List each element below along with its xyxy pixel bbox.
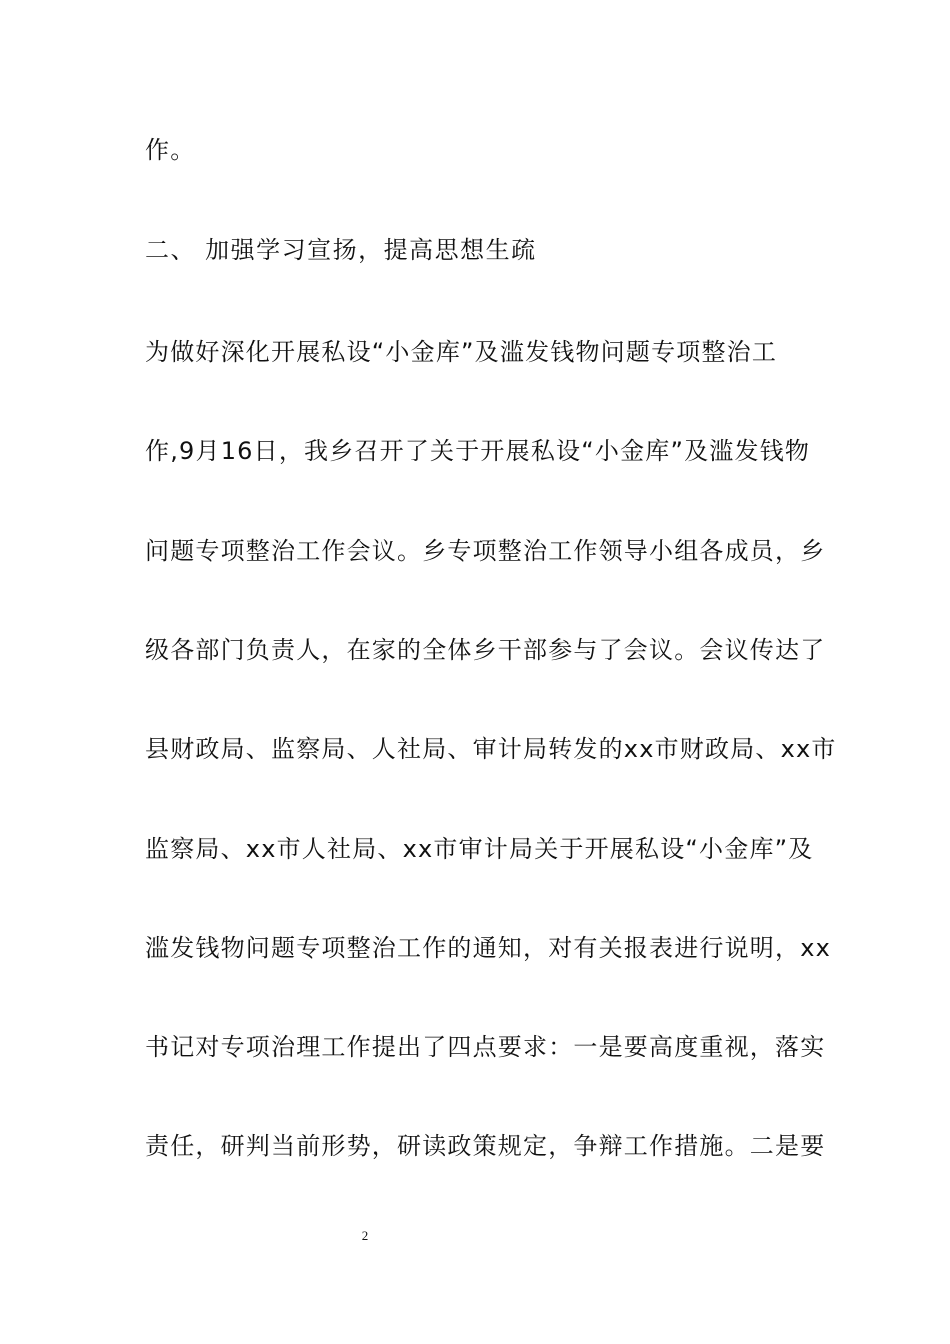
- text-line-5: 问题专项整治工作会议。乡专项整治工作领导小组各成员，乡: [145, 537, 826, 565]
- text-line-6: 级各部门负责人，在家的全体乡干部参与了会议。会议传达了: [145, 636, 826, 664]
- text-line-7: 县财政局、监察局、人社局、审计局转发的xx市财政局、xx市: [145, 735, 837, 763]
- page-number: 2: [361, 1228, 369, 1243]
- text-line-3: 为做好深化开展私设“小金库”及滥发钱物问题专项整治工: [145, 338, 778, 366]
- section-heading: 二、 加强学习宣扬，提高思想生疏: [145, 236, 537, 264]
- text-line-10: 书记对专项治理工作提出了四点要求：一是要高度重视，落实: [145, 1033, 826, 1061]
- text-line-11: 责任，研判当前形势，研读政策规定，争辩工作措施。二是要: [145, 1132, 826, 1160]
- text-line-8: 监察局、xx市人社局、xx市审计局关于开展私设“小金库”及: [145, 835, 814, 863]
- text-line-9: 滥发钱物问题专项整治工作的通知，对有关报表进行说明，xx: [145, 934, 832, 962]
- text-line-4: 作,9月16日，我乡召开了关于开展私设“小金库”及滥发钱物: [145, 437, 811, 465]
- text-line-1: 作。: [145, 136, 196, 164]
